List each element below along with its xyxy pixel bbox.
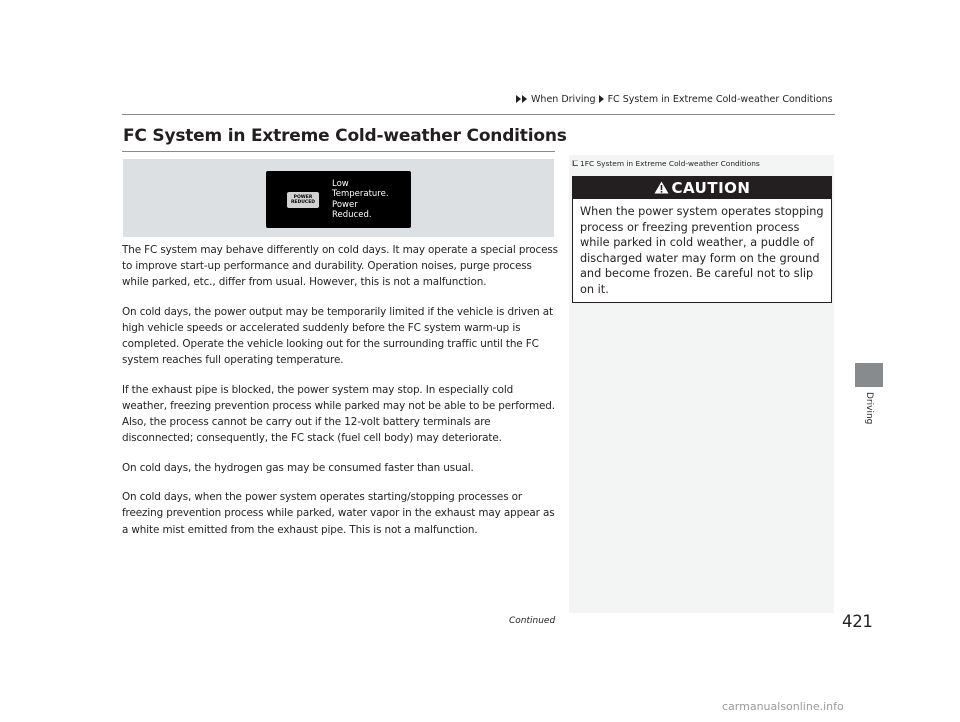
body-paragraph: On cold days, the power output may be temporarily limited if the vehicle is driven at high vehicle speeds or accelerated suddenly before the FC system warm-up is completed. Operate the vehicle looking out for the surrounding traffic until the FC system reaches full operating temperature. (122, 305, 554, 367)
chapter-tab-label[interactable]: Driving (864, 392, 874, 425)
sidebar-ref-title: FC System in Extreme Cold-weather Conditions (584, 159, 760, 168)
body-paragraph: If the exhaust pipe is blocked, the power system may stop. In especially cold weather, freezing prevention process while parked may not be able to be performed. Also, the process cannot be carry out if the 12-volt battery terminals are disconnected; consequently, the FC stack (fuel cell body) may deteriorate. (122, 383, 555, 445)
instrument-display (266, 171, 411, 228)
body-paragraph: The FC system may behave differently on cold days. It may operate a special process to improve start-up performance and durability. Operation noises, purge process while parked, etc., differ from usual. However, this is not a malfunction. (122, 244, 558, 289)
header-divider (122, 114, 835, 115)
caution-heading: CAUTION (671, 179, 751, 197)
breadcrumb-arrow-icon (516, 95, 521, 103)
reference-marker-icon (572, 160, 578, 166)
body-paragraph: On cold days, the hydrogen gas may be consumed faster than usual. (122, 461, 474, 474)
sidebar-ref-number: 1 (580, 159, 585, 168)
warning-triangle-icon (654, 181, 669, 194)
power-icon-label-line1: POWER (293, 195, 313, 200)
watermark: carmanualsonline.info (722, 700, 844, 713)
title-divider (122, 151, 555, 152)
breadcrumb-item-when-driving[interactable]: When Driving (531, 94, 596, 105)
caution-header (573, 177, 831, 199)
section-title: FC System in Extreme Cold-weather Conditions (123, 126, 567, 146)
chapter-tab-marker (855, 363, 883, 387)
display-illustration (123, 159, 554, 237)
caution-text: When the power system operates stopping process or freezing prevention process while parked in cold weather, a puddle of discharged water may form on the ground and become frozen. Be careful not to slip on it. (580, 205, 824, 296)
body-paragraph: On cold days, when the power system operates starting/stopping processes or freezing prevention process while parked, water vapor in the exhaust may appear as a white mist emitted from the exhaust pipe. This is not a malfunction. (122, 491, 555, 536)
breadcrumb-arrow-icon (522, 95, 527, 103)
body-text (122, 242, 558, 551)
continued-label: Continued (509, 616, 556, 626)
power-icon-label-line2: REDUCED (290, 200, 316, 205)
breadcrumb-item-fc-system[interactable]: FC System in Extreme Cold-weather Conditions (607, 94, 833, 105)
breadcrumb-arrow-icon (599, 95, 604, 103)
caution-box (572, 176, 832, 303)
display-message: Low Temperature. Power Reduced. (332, 179, 389, 221)
sidebar-reference[interactable] (572, 159, 760, 168)
breadcrumb (516, 94, 833, 105)
page-number: 421 (842, 612, 873, 631)
power-reduced-icon (287, 192, 319, 208)
